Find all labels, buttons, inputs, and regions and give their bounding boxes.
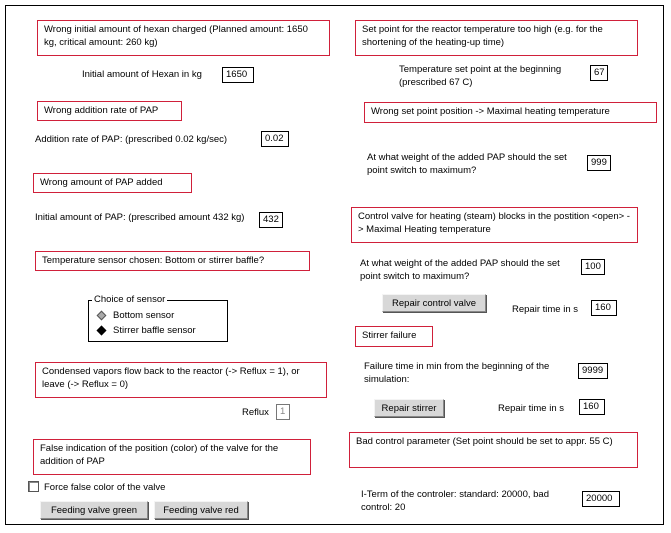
reflux-input[interactable]: 1 [276,404,290,420]
sensor-group-title: Choice of sensor [94,294,166,305]
setpoint-high-label: Temperature set point at the beginning (prescribed 67 C) [399,64,562,88]
control-valve-fault-title: Control valve for heating (steam) blocks in the postition <open> -> Maximal Heating temperature [351,207,638,243]
hexan-fault-title: Wrong initial amount of hexan charged (Planned amount: 1650 kg, critical amount: 260 kg) [37,20,330,56]
control-valve-repair-input[interactable]: 160 [591,300,617,316]
hexan-input[interactable]: 1650 [222,67,254,83]
radio-bottom-label[interactable]: Bottom sensor [113,310,175,321]
feeding-valve-red-button[interactable]: Feeding valve red [154,501,248,519]
setpoint-position-label: At what weight of the added PAP should the set point switch to maximum? [367,152,567,176]
force-false-color-label[interactable]: Force false color of the valve [44,482,166,493]
pap-rate-label: Addition rate of PAP: (prescribed 0.02 kg/sec) [35,134,228,145]
control-valve-label: At what weight of the added PAP should the set point switch to maximum? [360,258,560,282]
control-valve-repair-label: Repair time in s [512,304,578,315]
stirrer-fault-title: Stirrer failure [355,326,433,347]
setpoint-high-fault-title: Set point for the reactor temperature too high (e.g. for the shortening of the heating-up time) [355,20,638,56]
valve-color-fault-title: False indication of the position (color) of the valve for the addition of PAP [33,439,311,475]
stirrer-failure-label: Failure time in min from the beginning of the simulation: [364,361,550,385]
control-param-fault-title: Bad control parameter (Set point should be set to appr. 55 C) [349,432,638,468]
pap-amount-label: Initial amount of PAP: (prescribed amount 432 kg) [35,212,245,223]
repair-control-valve-button[interactable]: Repair control valve [382,294,486,312]
pap-amount-fault-title: Wrong amount of PAP added [33,173,192,193]
control-valve-input[interactable]: 100 [581,259,605,275]
pap-rate-input[interactable]: 0.02 [261,131,289,147]
reflux-label: Reflux [242,407,269,418]
setpoint-position-input[interactable]: 999 [587,155,611,171]
feeding-valve-green-button[interactable]: Feeding valve green [40,501,148,519]
pap-rate-fault-title: Wrong addition rate of PAP [37,101,182,121]
setpoint-high-input[interactable]: 67 [590,65,608,81]
stirrer-failure-input[interactable]: 9999 [578,363,608,379]
pap-amount-input[interactable]: 432 [259,212,283,228]
control-param-input[interactable]: 20000 [582,491,620,507]
stirrer-repair-label: Repair time in s [498,403,564,414]
control-param-label: I-Term of the controler: standard: 20000, bad control: 20 [361,489,549,513]
sensor-fault-title: Temperature sensor chosen: Bottom or stirrer baffle? [35,251,310,271]
reflux-fault-title: Condensed vapors flow back to the reactor (-> Reflux = 1), or leave (-> Reflux = 0) [35,362,327,398]
repair-stirrer-button[interactable]: Repair stirrer [374,399,444,417]
stirrer-repair-input[interactable]: 160 [579,399,605,415]
setpoint-position-fault-title: Wrong set point position -> Maximal heating temperature [364,102,657,123]
force-false-color-checkbox[interactable] [28,481,39,492]
radio-stirrer-label[interactable]: Stirrer baffle sensor [113,325,196,336]
hexan-label: Initial amount of Hexan in kg [82,69,202,80]
